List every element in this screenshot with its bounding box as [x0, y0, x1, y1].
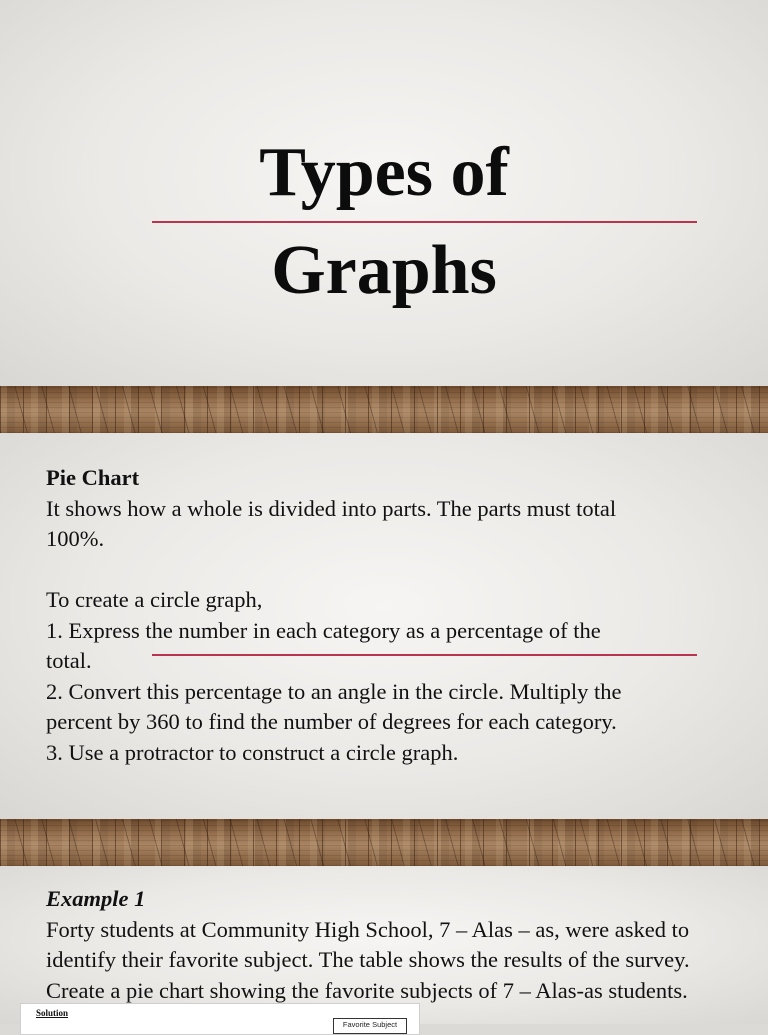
- description-line: 100%.: [46, 526, 105, 551]
- step-line: total.: [46, 648, 92, 673]
- example-text: [46, 884, 726, 1006]
- slide-divider: [152, 654, 697, 656]
- title-slide: [0, 0, 768, 386]
- solution-label: Solution: [36, 1008, 69, 1018]
- title-divider: [152, 221, 697, 223]
- title-line-1: Types of: [259, 134, 509, 211]
- step-line: percent by 360 to find the number of degrees for each category.: [46, 709, 617, 734]
- step-line: 1. Express the number in each category as a percentage of the: [46, 617, 601, 643]
- pie-chart-heading: Pie Chart: [46, 465, 140, 490]
- step-line: 2. Convert this percentage to an angle in the circle. Multiply the: [46, 678, 622, 704]
- pie-chart-slide: [0, 433, 768, 819]
- wood-floor-divider: [0, 819, 768, 866]
- step-line: 3. Use a protractor to construct a circle graph.: [46, 739, 459, 765]
- example-heading: Example 1: [46, 886, 146, 911]
- wood-floor-divider: [0, 386, 768, 433]
- steps-intro: To create a circle graph,: [46, 587, 263, 612]
- example-line: Create a pie chart showing the favorite subjects of 7 – Alas-as students.: [46, 977, 688, 1003]
- pie-chart-text: [46, 463, 726, 768]
- example-line: Forty students at Community High School, 7 – Alas – as, were asked to: [46, 916, 690, 942]
- description-line: It shows how a whole is divided into parts. The parts must total: [46, 495, 617, 521]
- example-line: identify their favorite subject. The table shows the results of the survey.: [46, 947, 690, 972]
- title-line-2: Graphs: [271, 232, 497, 309]
- table-header: Favorite Subject: [333, 1018, 407, 1034]
- example-slide: [0, 866, 768, 1029]
- solution-image: [20, 1003, 420, 1035]
